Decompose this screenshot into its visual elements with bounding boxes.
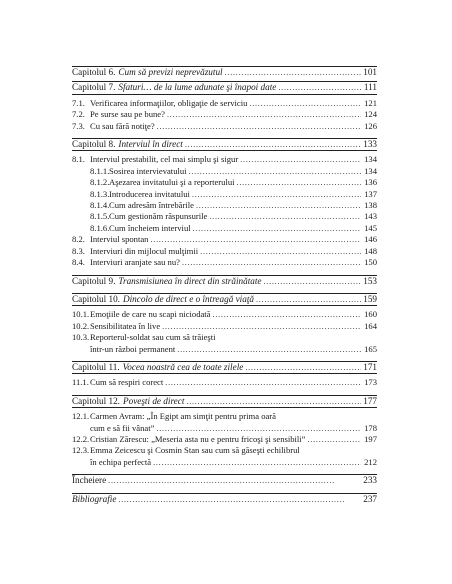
section-title: Emoţiile de care nu scapi niciodată <box>90 309 211 320</box>
toc-entry <box>72 189 377 200</box>
page-number: 126 <box>364 120 377 131</box>
toc-entry <box>72 434 377 445</box>
toc-entry <box>72 211 377 222</box>
chapter-label: Capitolul 9. <box>72 275 116 286</box>
toc-entry <box>72 411 377 422</box>
toc-conclusion <box>72 475 377 486</box>
chapter-label: Capitolul 7. <box>72 82 116 93</box>
page-number: 178 <box>364 422 377 433</box>
section-number: 11.1. <box>72 377 89 388</box>
page-number: 138 <box>364 200 377 211</box>
page-number: 177 <box>363 395 377 406</box>
toc-bibliography <box>72 494 377 505</box>
chapter-title: Încheiere <box>72 475 107 486</box>
section-number: 12.3. <box>72 445 90 456</box>
section-number: 8.1.5. <box>90 211 110 222</box>
dot-leader <box>245 362 361 373</box>
section-title-continued: cum e să fii vânat” <box>90 422 155 433</box>
toc-chapter-11 <box>72 362 377 373</box>
section-title: Aşezarea invitatului şi a reporterului <box>109 177 235 188</box>
page-number: 237 <box>363 493 377 504</box>
page-number: 143 <box>364 211 377 222</box>
section-number: 8.1.1. <box>90 165 110 176</box>
toc-entry <box>72 200 377 211</box>
page-number: 159 <box>363 293 377 304</box>
section-number: 12.2. <box>72 433 90 444</box>
section-number: 8.1.6. <box>90 222 110 233</box>
section-number: 8.1.3. <box>90 188 110 199</box>
section-number: 8.4. <box>72 257 85 268</box>
dot-leader <box>189 166 361 177</box>
page-number: 160 <box>364 309 377 320</box>
chapter-label: Capitolul 6. <box>72 67 116 77</box>
toc-entry <box>72 377 377 388</box>
toc-entry <box>72 332 377 343</box>
toc-entry <box>72 246 377 257</box>
dot-leader <box>162 321 361 332</box>
section-title-continued: în echipa perfectă <box>90 456 152 467</box>
page-number: 233 <box>363 475 377 486</box>
dot-leader <box>153 457 361 468</box>
page-number: 101 <box>363 67 377 77</box>
chapter-label: Capitolul 10. <box>72 293 120 304</box>
dot-leader <box>196 200 361 211</box>
chapter-title: Cum să previzi neprevăzutul <box>118 67 223 77</box>
page-number: 145 <box>364 222 377 233</box>
toc-entry <box>72 166 377 177</box>
toc-entry <box>72 223 377 234</box>
section-number: 8.3. <box>72 245 85 256</box>
page-number: 134 <box>364 154 377 165</box>
page-number: 153 <box>363 275 377 286</box>
dot-leader <box>182 257 361 268</box>
page-number: 148 <box>364 245 377 256</box>
section-number: 8.2. <box>72 234 85 245</box>
page-number: 164 <box>364 320 377 331</box>
dot-leader <box>192 189 361 200</box>
chapter-title: Vocea noastră cea de toate zilele <box>122 361 244 372</box>
section-title: Verificarea informaţiilor, obligaţie de serviciu <box>90 97 248 108</box>
dot-leader <box>278 82 361 93</box>
toc-entry <box>72 109 377 120</box>
section-title: Reporterul-soldat sau cum să trăieşti <box>90 332 216 343</box>
section-title: Interviuri aranjate sau nu? <box>90 257 180 268</box>
section-title: Interviul prestabilit, cel mai simplu şi sigur <box>90 154 239 165</box>
section-number: 7.1. <box>72 97 85 108</box>
toc-chapter-10 <box>72 294 377 305</box>
dot-leader <box>157 121 361 132</box>
dot-leader <box>308 434 362 445</box>
section-title: Carmen Avram: „În Egipt am simţit pentru prima oară <box>90 411 276 422</box>
toc-entry <box>72 121 377 132</box>
section-title: Cum gestionăm răspunsurile <box>109 211 208 222</box>
dot-leader <box>177 344 361 355</box>
page-number: 146 <box>364 234 377 245</box>
dot-leader <box>263 276 361 287</box>
dot-leader <box>237 177 361 188</box>
section-title: Sensibilitatea în live <box>90 320 161 331</box>
chapter-title: Poveşti de direct <box>122 395 185 406</box>
section-number: 10.3. <box>72 332 90 343</box>
section-title: Pe surse sau pe bune? <box>90 109 165 120</box>
chapter-title: Interviul în direct <box>118 139 183 150</box>
table-of-contents <box>72 66 377 505</box>
toc-entry <box>72 257 377 268</box>
section-title: Cum încheiem interviul <box>109 222 191 233</box>
toc-entry <box>72 445 377 456</box>
chapter-title: Dincolo de direct e o întreagă viaţă <box>122 293 254 304</box>
page-number: 111 <box>363 82 377 93</box>
page-number: 121 <box>364 97 377 108</box>
toc-chapter-6 <box>72 67 377 78</box>
page-number: 165 <box>364 343 377 354</box>
chapter-label: Capitolul 8. <box>72 139 116 150</box>
section-title: Cu sau fără notiţe? <box>90 120 155 131</box>
chapter-title: Transmisiunea în direct din străinătate <box>118 275 262 286</box>
toc-entry <box>72 234 377 245</box>
chapter-title: Bibliografie <box>72 493 117 504</box>
page-number: 173 <box>364 377 377 388</box>
section-title: Interviuri din mijlocul mulţimii <box>90 245 199 256</box>
section-title: Emma Zeicescu şi Cosmin Stan sau cum să găseşti echilibrul <box>90 445 300 456</box>
dot-leader <box>185 139 361 150</box>
toc-chapter-12 <box>72 396 377 407</box>
section-number: 10.1. <box>72 309 90 320</box>
toc-entry <box>72 321 377 332</box>
toc-entry-continued <box>72 344 377 355</box>
section-number: 10.2. <box>72 320 90 331</box>
section-title: Cristian Zărescu: „Meseria asta nu e pentru fricoşi şi sensibili” <box>90 433 306 444</box>
page-number: 124 <box>364 109 377 120</box>
toc-chapter-7 <box>72 82 377 93</box>
chapter-title: Sfaturi… de la lume adunate şi înapoi date <box>118 82 277 93</box>
toc-entry <box>72 154 377 165</box>
page-number: 197 <box>364 433 377 444</box>
chapter-label: Capitolul 11. <box>72 361 120 372</box>
page-number: 212 <box>364 456 377 467</box>
toc-entry <box>72 177 377 188</box>
dot-leader <box>150 234 361 245</box>
page-number: 136 <box>364 177 377 188</box>
dot-leader <box>118 494 361 505</box>
section-title-continued: într-un război permanent <box>90 343 176 354</box>
dot-leader <box>200 246 361 257</box>
section-title: Cum adresăm întrebările <box>109 200 194 211</box>
page-number: 133 <box>363 139 377 150</box>
dot-leader <box>213 309 361 320</box>
section-title: Cum să respiri corect <box>90 377 164 388</box>
dot-leader <box>249 98 361 109</box>
toc-entry <box>72 98 377 109</box>
section-number: 12.1. <box>72 411 90 422</box>
toc-chapter-9 <box>72 276 377 287</box>
section-number: 7.3. <box>72 120 85 131</box>
page-number: 150 <box>364 257 377 268</box>
chapter-label: Capitolul 12. <box>72 395 120 406</box>
dot-leader <box>209 211 361 222</box>
section-number: 8.1.2. <box>90 177 110 188</box>
dot-leader <box>186 396 361 407</box>
dot-leader <box>225 67 361 78</box>
toc-chapter-8 <box>72 139 377 150</box>
toc-entry <box>72 309 377 320</box>
dot-leader <box>165 377 361 388</box>
dot-leader <box>256 294 361 305</box>
section-title: Interviul spontan <box>90 234 149 245</box>
section-number: 8.1.4. <box>90 200 110 211</box>
section-title: Sosirea intervievatului <box>109 165 187 176</box>
dot-leader <box>167 109 361 120</box>
dot-leader <box>156 423 361 434</box>
page-number: 171 <box>363 361 377 372</box>
section-number: 8.1. <box>72 154 85 165</box>
page-number: 134 <box>364 165 377 176</box>
section-number: 7.2. <box>72 109 85 120</box>
section-title: Introducerea invitatului <box>109 188 190 199</box>
toc-entry-continued <box>72 457 377 468</box>
dot-leader <box>240 154 361 165</box>
page-number: 137 <box>364 188 377 199</box>
dot-leader <box>108 475 361 486</box>
toc-entry-continued <box>72 423 377 434</box>
dot-leader <box>193 223 361 234</box>
